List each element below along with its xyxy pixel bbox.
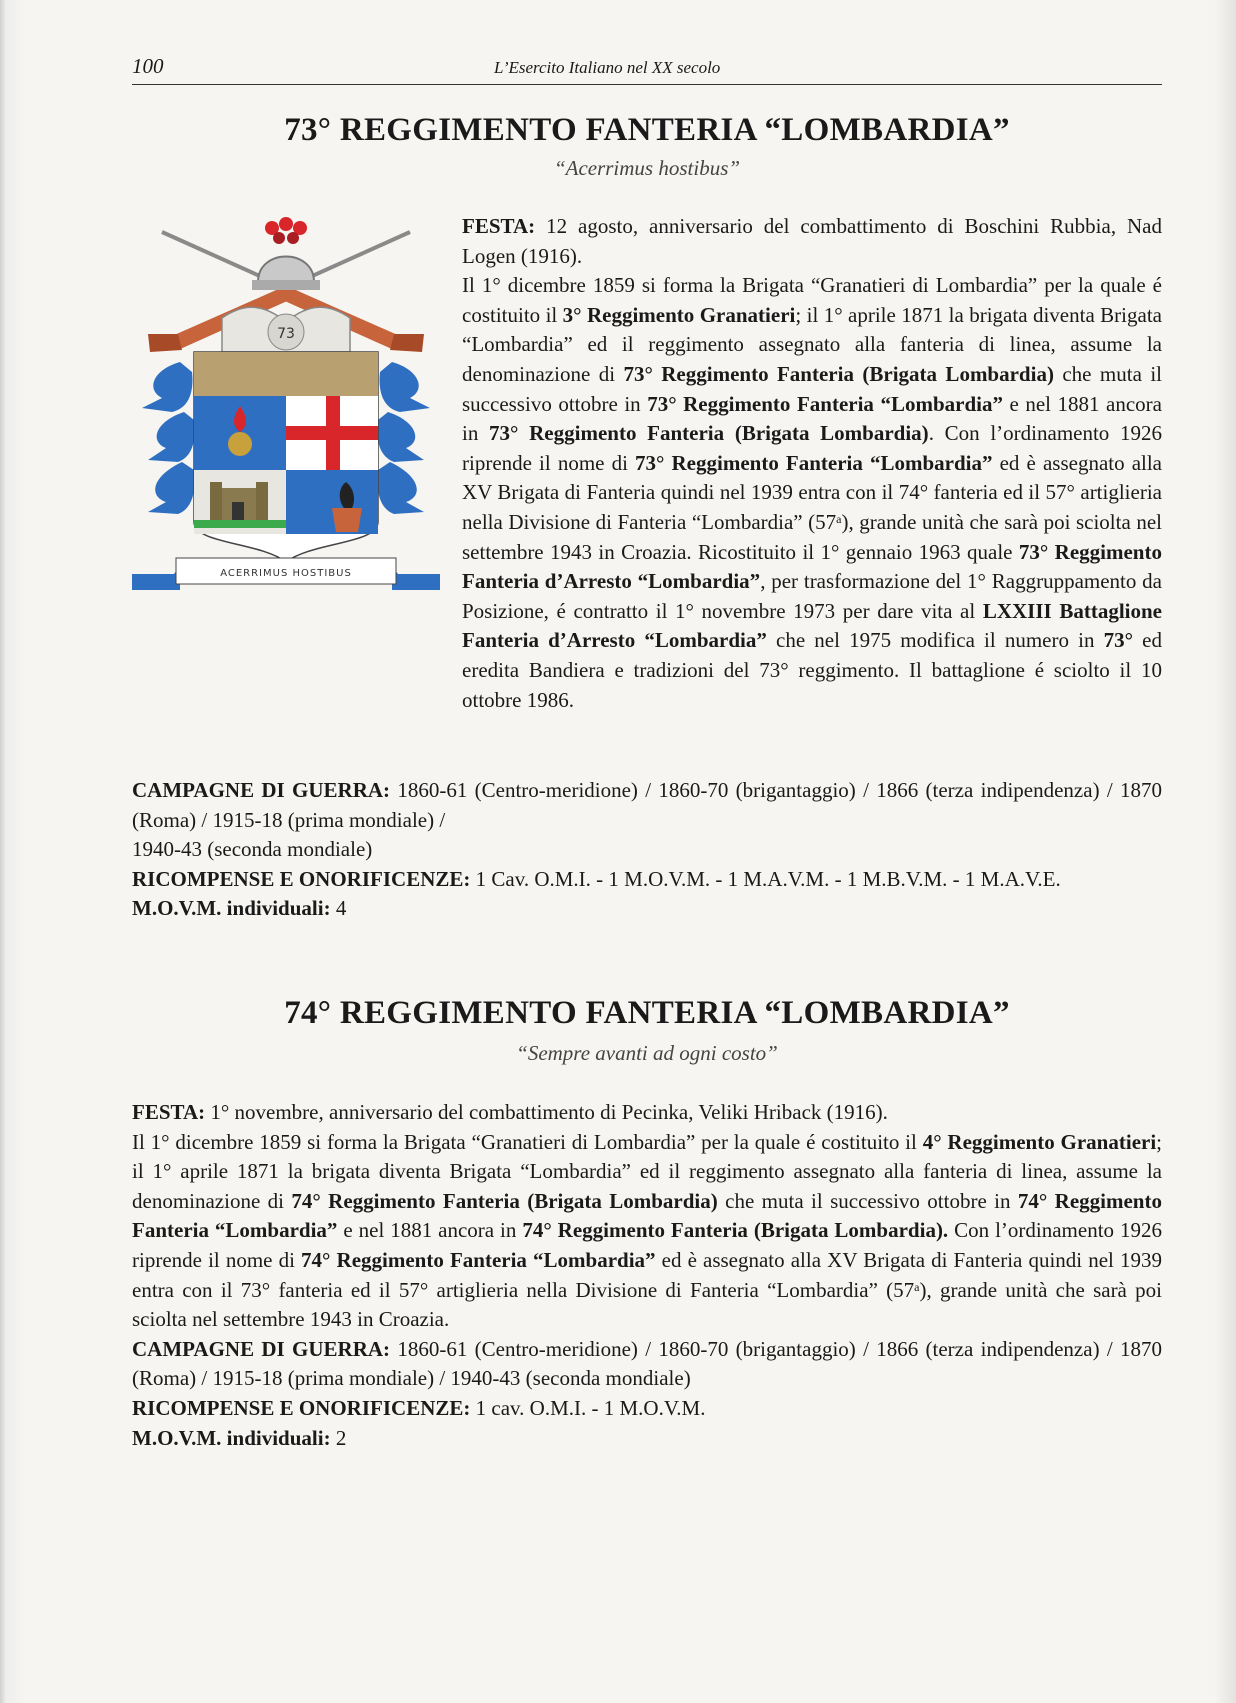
crown-helmet [252, 217, 320, 290]
section-74-movm: M.O.V.M. individuali: 2 [132, 1425, 347, 1450]
section-74-ricompense: RICOMPENSE E ONORIFICENZE: 1 cav. O.M.I. - 1 M.O.V.M. [132, 1395, 706, 1420]
section-74-campagne: CAMPAGNE DI GUERRA: 1860-61 (Centro-meridione) / 1860-70 (brigantaggio) / 1866 (terza indipendenza) / 1870 (Roma) / 1915-18 (prima mondiale) / 1940-43 (seconda mondiale) [132, 1336, 1163, 1391]
section-73-body-right [462, 212, 1162, 715]
section-73-body-full [132, 776, 1162, 924]
page-number: 100 [132, 54, 164, 78]
section-74-history: Il 1° dicembre 1859 si forma la Brigata “Granatieri di Lombardia” per la quale é costituito il 4° Reggimento Granatieri; il 1° aprile 1871 la brigata diventa Brigata “Lombardia” ed il reggimento assegnato alla fanteria di linea, assume la denominazione di 74° Reggimento Fanteria (Brigata Lombardia) che muta il successivo ottobre in 74° Reggimento Fanteria “Lombardia” e nel 1881 ancora in 74° Reggimento Fanteria (Brigata Lombardia). Con l’ordinamento 1926 riprende il nome di 74° Reggimento Fanteria “Lombardia” ed è assegnato alla XV Brigata di Fanteria quindi nel 1939 entra con il 73° fanteria ed il 57° artiglieria nella Divisione di Fanteria “Lombardia” (57$^a$), grande unità che sarà poi sciolta nel settembre 1943 in Croazia. [132, 1129, 1163, 1332]
scroll-right-middle [377, 412, 424, 462]
festa-label: FESTA: [462, 214, 536, 238]
scroll-left-lower [148, 462, 195, 514]
page-header [132, 52, 1162, 85]
scroll-right-lower [377, 462, 424, 514]
section-74-festa: FESTA: 1° novembre, anniversario del combattimento di Pecinka, Veliki Hriback (1916). [132, 1100, 888, 1124]
section-73-festa [462, 212, 1162, 271]
section-74-title: 74° REGGIMENTO FANTERIA “LOMBARDIA” [284, 995, 1010, 1031]
section-73-movm: M.O.V.M. individuali: 4 [132, 896, 347, 921]
section-73-motto: “Acerrimus hostibus” [553, 156, 741, 180]
scroll-left-upper [142, 362, 192, 412]
scroll-right-upper [380, 362, 430, 412]
festa-text: 12 agosto, anniversario del combattimento di Boschini Rubbia, Nad Logen (1916). [462, 214, 1162, 268]
scroll-left-middle [148, 412, 195, 462]
shield [194, 307, 378, 562]
running-title: L’Esercito Italiano nel XX secolo [494, 58, 721, 77]
coat-of-arms [132, 212, 440, 632]
section-73-history-part1: Il 1° dicembre 1859 si forma la Brigata “Granatieri di Lombardia” per la quale é costituito il 3° Reggimento Granatieri; il 1° aprile 1871 la brigata diventa Brigata “Lombardia” ed il reggimento assegnato alla fanteria di linea, assume la denominazione di 73° Reggimento Fanteria (Brigata Lombardia) che muta il successivo ottobre in 73° Reggimento Fanteria “Lombardia” e nel 1881 ancora in 73° Reggimento Fanteria (Brigata Lombardia). Con l’ordinamento 1926 riprende il nome di 73° Reggimento Fanteria “Lombardia” ed è assegnato alla XV Brigata di Fanteria quindi nel 1939 entra con il 74° fanteria ed il 57° artiglieria nella Divisione di Fanteria “Lombardia” (57$^a$), grande unità che sarà poi sciolta nel settembre 1943 in Croazia. Ricostituito il 1° gennaio 1963 quale 73° Reggimento Fanteria d’Arresto “Lombardia”, per trasformazione del 1° Raggruppamento da Posizione, é contratto il 1° novembre 1973 per dare vita al LXXIII Battaglione Fanteria d’Arresto “Lombardia” che nel 1975 modifica il numero in 73° ed eredita Bandiera e tradizioni del 73° reggimento. Il battaglione é sciolto il 10 ottobre 1986. [462, 273, 1163, 712]
shield-number: 73 [277, 326, 295, 342]
section-73-ricompense: RICOMPENSE E ONORIFICENZE: 1 Cav. O.M.I. - 1 M.O.V.M. - 1 M.A.V.M. - 1 M.B.V.M. - 1 M.A.V.E. [132, 866, 1061, 891]
section-73-campagne: CAMPAGNE DI GUERRA: 1860-61 (Centro-meridione) / 1860-70 (brigantaggio) / 1866 (terza indipendenza) / 1870 (Roma) / 1915-18 (prima mondiale) / 1940-43 (seconda mondiale) [132, 778, 1163, 862]
scroll-motto-text: ACERRIMUS HOSTIBUS [220, 568, 352, 579]
motto-scroll [132, 558, 440, 590]
section-74-motto: “Sempre avanti ad ogni costo” [516, 1041, 778, 1065]
section-73-title: 73° REGGIMENTO FANTERIA “LOMBARDIA” [284, 112, 1010, 148]
section-74-body [132, 1098, 1162, 1453]
